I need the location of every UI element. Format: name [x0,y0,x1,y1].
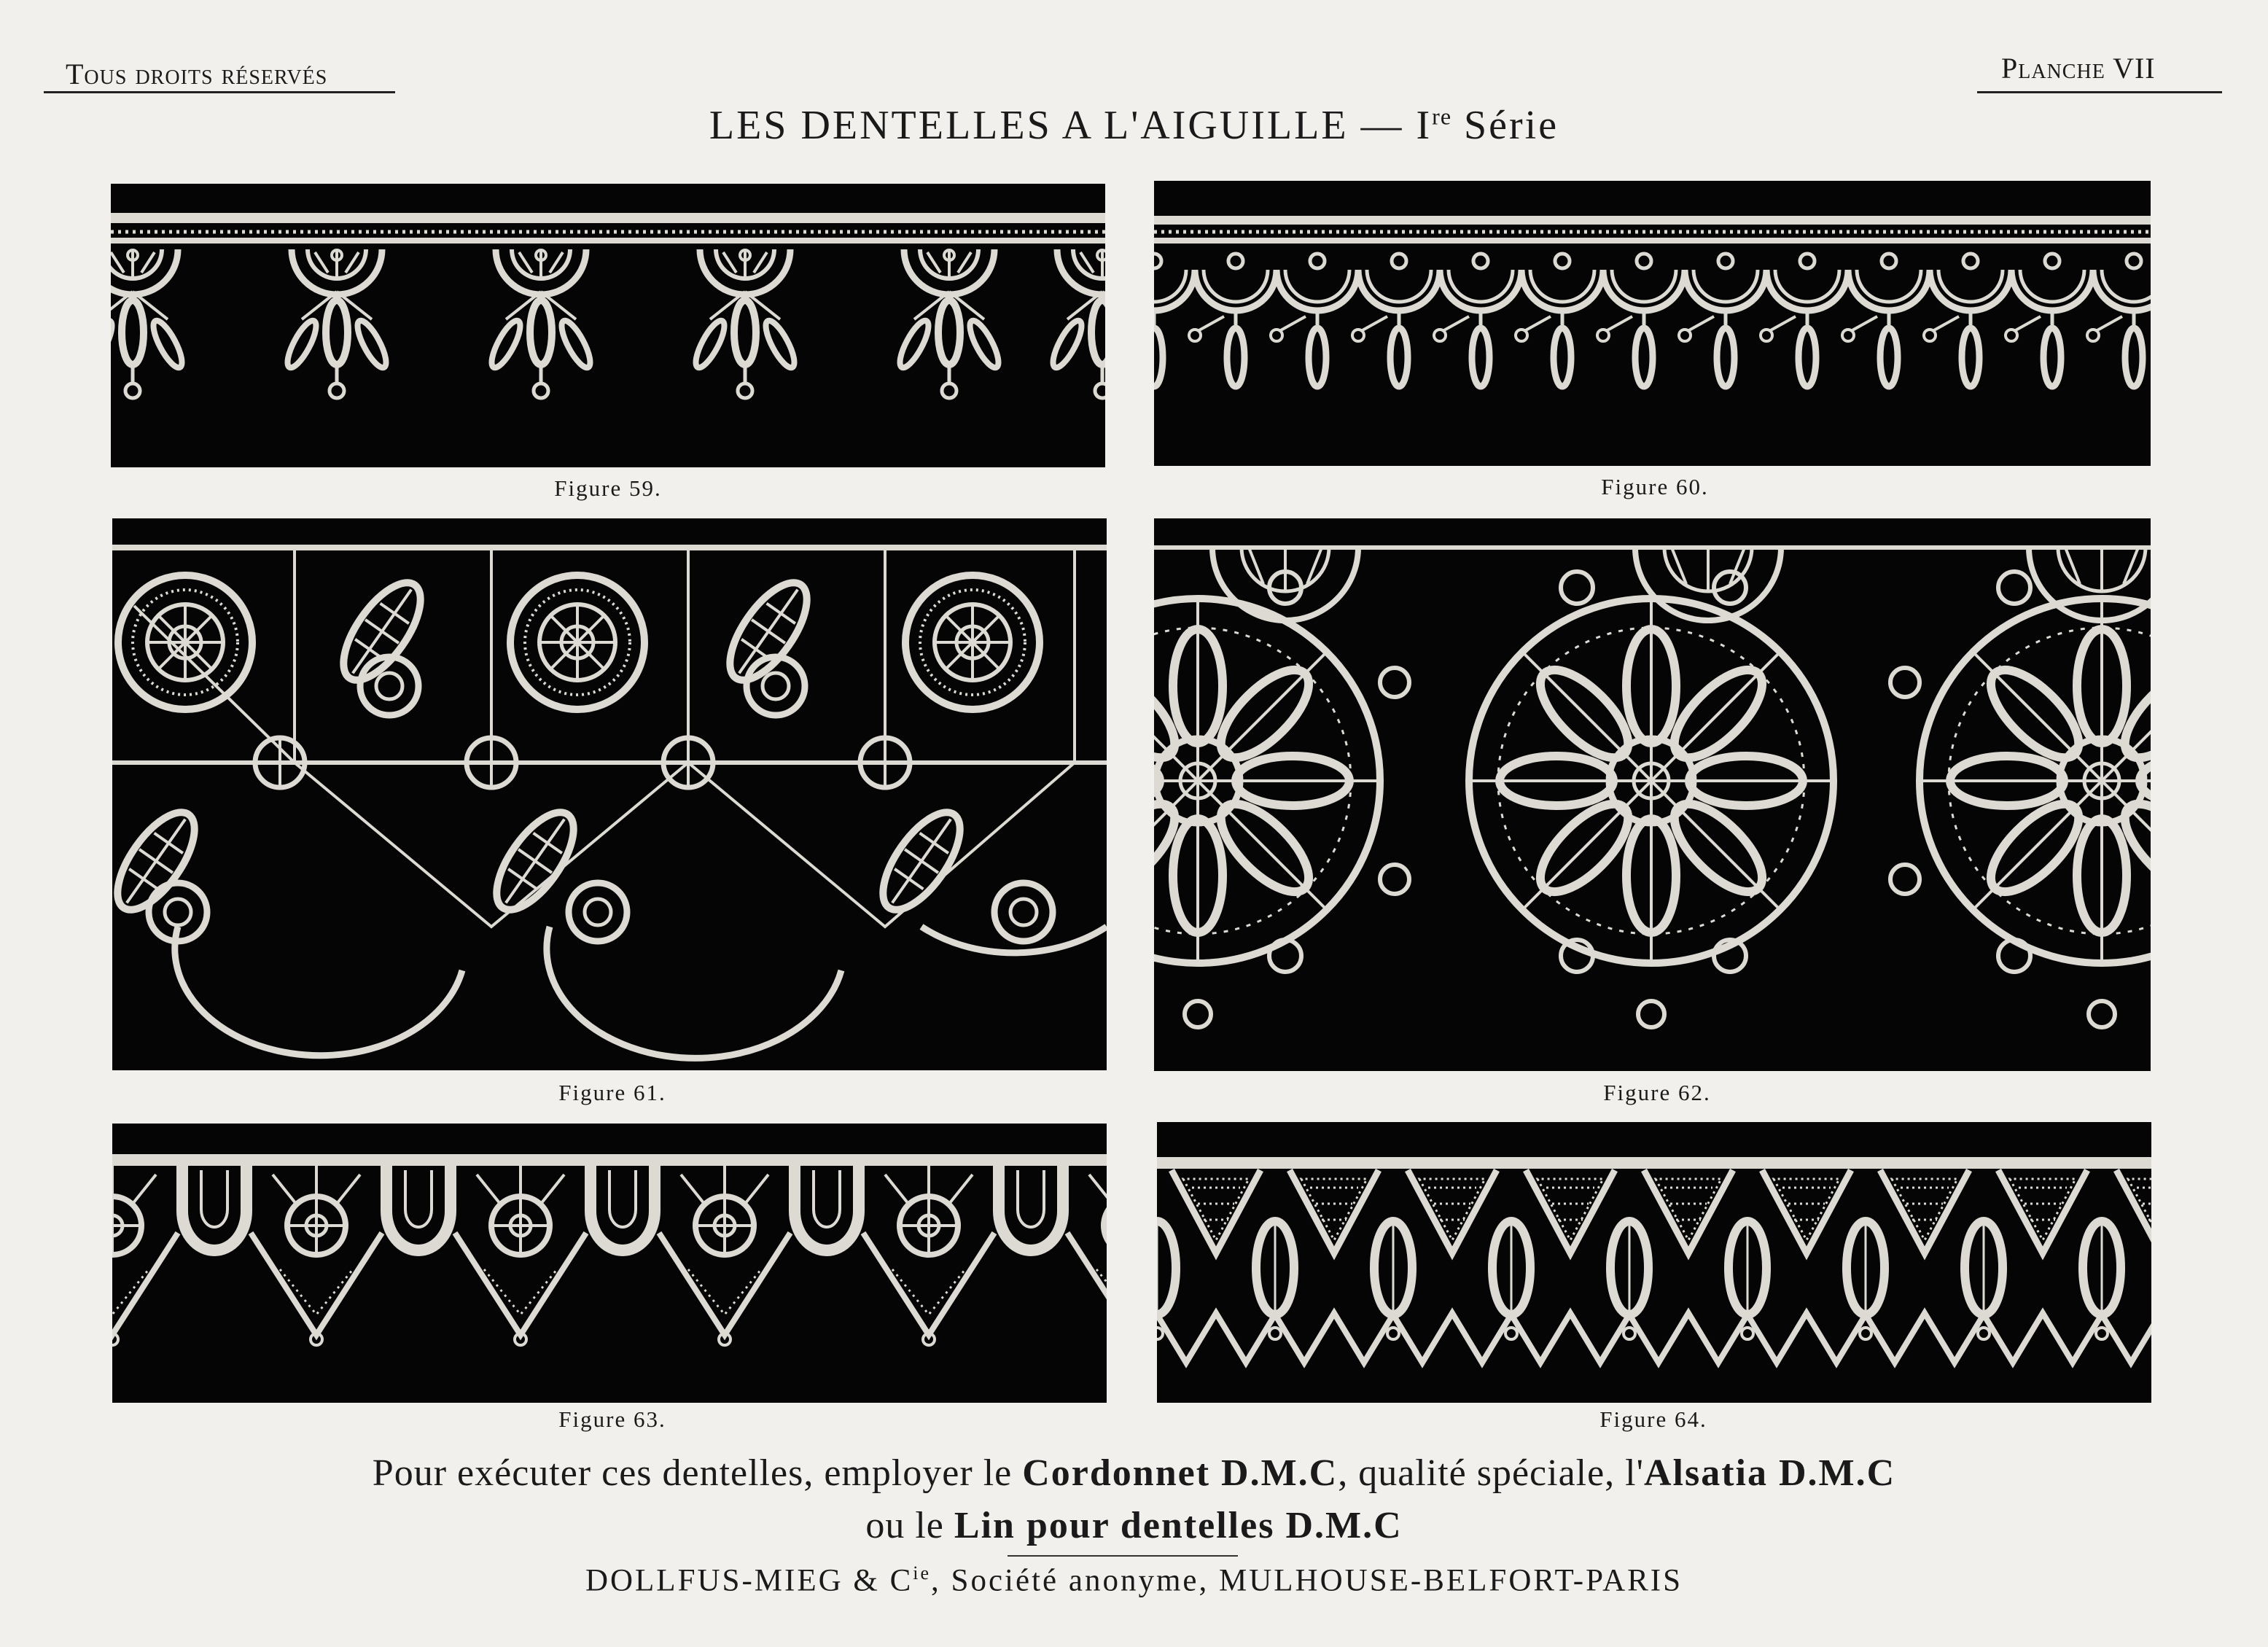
figure-59-caption: Figure 59. [554,475,662,501]
rights-notice: Tous droits réservés [66,58,328,90]
figure-64-caption: Figure 64. [1599,1406,1707,1432]
note-text: , qualité spéciale, l' [1338,1452,1644,1494]
plate-rule [1977,91,2222,93]
thread-note [0,1447,2268,1552]
publisher-imprint: DOLLFUS-MIEG & $C^{ie}$, Société anonyme, MULHOUSE-BELFORT-PARIS [585,1562,1683,1598]
page-title: LES DENTELLES A L'AIGUILLE — Ire Série [709,103,1559,148]
figure-63-image [112,1124,1107,1403]
footer-rule [1008,1555,1238,1557]
product-alsatia: Alsatia D.M.C [1644,1452,1896,1494]
figure-62-caption: Figure 62. [1603,1080,1711,1105]
figure-63-caption: Figure 63. [558,1406,666,1432]
figure-62-image [1154,518,2151,1071]
figure-64-image [1157,1122,2151,1403]
note-text: ou le [865,1505,954,1546]
figure-59-image [111,184,1105,467]
figure-61-image [112,518,1107,1070]
figure-61-caption: Figure 61. [558,1080,666,1105]
note-text: Pour exécuter ces dentelles, employer le [372,1452,1023,1494]
plate-number: Planche VII [2001,52,2156,85]
figure-60-caption: Figure 60. [1601,474,1709,499]
product-cordonnet: Cordonnet D.M.C [1022,1452,1338,1494]
figure-60-image [1154,181,2151,466]
rights-rule [44,91,395,93]
product-lin: Lin pour dentelles D.M.C [954,1505,1403,1546]
